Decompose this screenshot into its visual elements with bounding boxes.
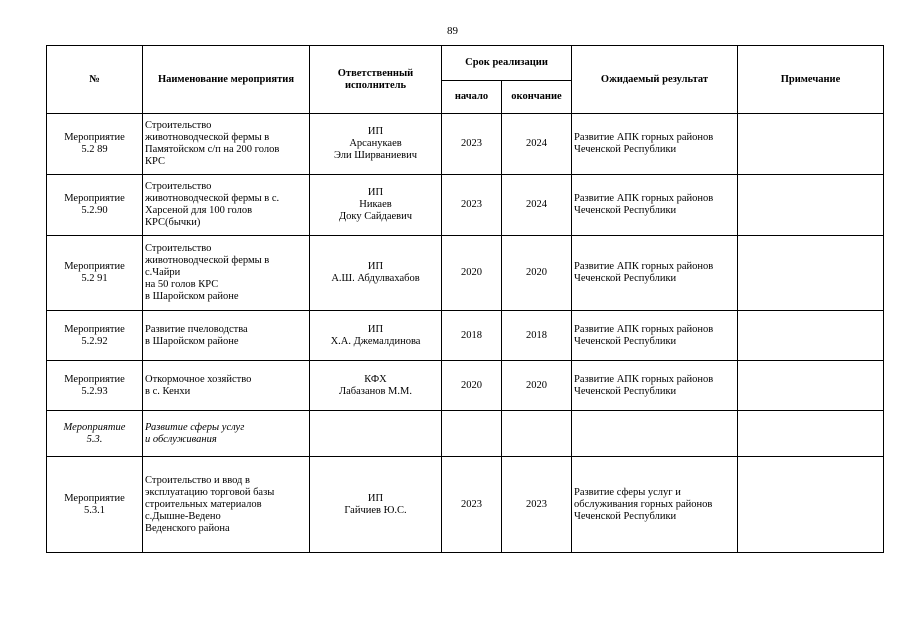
table-row [47, 457, 884, 553]
row-note [738, 236, 884, 311]
row-note [738, 175, 884, 236]
row-note [738, 457, 884, 553]
table-row [47, 175, 884, 236]
section-number: Мероприятие 5.3. [47, 411, 143, 457]
section-title: Развитие сферы услуг и обслуживания [143, 411, 310, 457]
row-result: Развитие АПК горных районов Чеченской Республики [572, 175, 738, 236]
table-row [47, 114, 884, 175]
row-number: Мероприятие 5.2 91 [47, 236, 143, 311]
row-start: 2023 [442, 114, 502, 175]
row-note [738, 114, 884, 175]
row-responsible: КФХ Лабазанов М.М. [310, 361, 442, 411]
row-end: 2018 [502, 311, 572, 361]
row-start [442, 411, 502, 457]
header-start: начало [442, 81, 502, 114]
row-note [738, 311, 884, 361]
row-responsible: ИП Х.А. Джемалдинова [310, 311, 442, 361]
row-result [572, 411, 738, 457]
table-row [47, 236, 884, 311]
row-end: 2020 [502, 361, 572, 411]
row-start: 2023 [442, 457, 502, 553]
row-name: Строительство животноводческой фермы в с. Харсеной для 100 голов КРС(бычки) [143, 175, 310, 236]
row-result: Развитие АПК горных районов Чеченской Республики [572, 311, 738, 361]
row-start: 2018 [442, 311, 502, 361]
row-name: Откормочное хозяйство в с. Кенхи [143, 361, 310, 411]
row-number: Мероприятие 5.3.1 [47, 457, 143, 553]
row-number: Мероприятие 5.2.93 [47, 361, 143, 411]
page-number: 89 [447, 25, 458, 37]
row-start: 2023 [442, 175, 502, 236]
row-result: Развитие сферы услуг и обслуживания горных районов Чеченской Республики [572, 457, 738, 553]
row-start: 2020 [442, 361, 502, 411]
header-num: № [47, 46, 143, 114]
row-note [738, 411, 884, 457]
row-start: 2020 [442, 236, 502, 311]
table-row [47, 361, 884, 411]
header-name: Наименование мероприятия [143, 46, 310, 114]
row-note [738, 361, 884, 411]
row-end: 2024 [502, 114, 572, 175]
header-period: Срок реализации [442, 46, 572, 81]
row-result: Развитие АПК горных районов Чеченской Республики [572, 114, 738, 175]
row-responsible: ИП Арсанукаев Эли Ширваниевич [310, 114, 442, 175]
row-name: Развитие пчеловодства в Шаройском районе [143, 311, 310, 361]
header-note: Примечание [738, 46, 884, 114]
row-end: 2023 [502, 457, 572, 553]
row-number: Мероприятие 5.2.92 [47, 311, 143, 361]
row-responsible: ИП А.Ш. Абдулвахабов [310, 236, 442, 311]
row-result: Развитие АПК горных районов Чеченской Республики [572, 236, 738, 311]
header-responsible: Ответственный исполнитель [310, 46, 442, 114]
row-number: Мероприятие 5.2 89 [47, 114, 143, 175]
row-result: Развитие АПК горных районов Чеченской Республики [572, 361, 738, 411]
table-row [47, 311, 884, 361]
row-responsible [310, 411, 442, 457]
row-number: Мероприятие 5.2.90 [47, 175, 143, 236]
row-end: 2020 [502, 236, 572, 311]
row-name: Строительство и ввод в эксплуатацию торговой базы строительных материалов с.Дышне-Ведено Веденского района [143, 457, 310, 553]
row-responsible: ИП Никаев Доку Сайдаевич [310, 175, 442, 236]
header-end: окончание [502, 81, 572, 114]
row-name: Строительство животноводческой фермы в Памятойском с/п на 200 голов КРС [143, 114, 310, 175]
row-name: Строительство животноводческой фермы в с.Чайри на 50 голов КРС в Шаройском районе [143, 236, 310, 311]
row-end [502, 411, 572, 457]
header-result: Ожидаемый результат [572, 46, 738, 114]
section-row [47, 411, 884, 457]
row-end: 2024 [502, 175, 572, 236]
measures-table [46, 45, 884, 553]
row-responsible: ИП Гайчиев Ю.С. [310, 457, 442, 553]
